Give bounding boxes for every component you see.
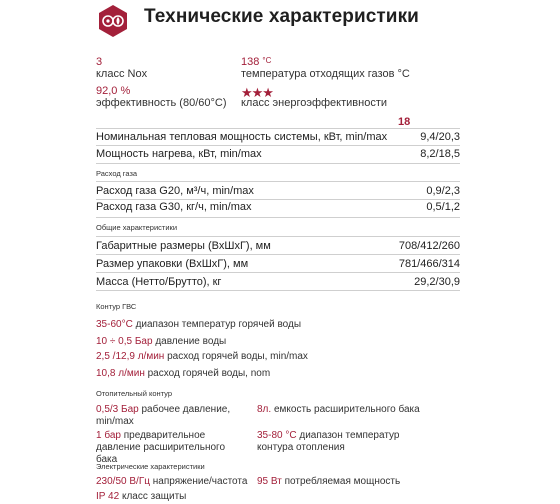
dhw-item-label: диапазон температур горячей воды [132, 319, 302, 330]
spec-label: Расход газа G20, м³/ч, min/max [96, 185, 254, 197]
flue-temp-value [241, 56, 271, 68]
flame-gear-hexagon-icon [96, 4, 130, 38]
spec-value: 29,2/30,9 [414, 276, 460, 288]
dhw-item-label: расход горячей воды, min/max [164, 351, 308, 362]
section-title-heating: Отопительный контур [96, 389, 173, 398]
dhw-item-label: давление воды [152, 336, 227, 347]
divider [96, 254, 460, 255]
spec-row-weight [96, 276, 460, 288]
electrical-item-value: IP 42 [96, 491, 120, 502]
divider [96, 181, 460, 182]
heating-item-label: диапазон температур контура отопления [257, 430, 400, 453]
divider [96, 163, 460, 164]
section-title-gas: Расход газа [96, 169, 138, 178]
dhw-item-value: 35-60°C [96, 319, 133, 330]
dhw-item-value: 2,5 /12,9 л/мин [96, 351, 165, 362]
spec-label: Расход газа G30, кг/ч, min/max [96, 201, 252, 213]
electrical-item-value: 95 Вт [257, 476, 282, 487]
electrical-item-value: 230/50 В/Гц [96, 476, 150, 487]
nox-value: 3 [96, 56, 103, 68]
divider [96, 272, 460, 273]
spec-row-dimensions [96, 240, 460, 252]
spec-value: 8,2/18,5 [420, 148, 460, 160]
dhw-item-value: 10 ÷ 0,5 Бар [96, 336, 153, 347]
divider [96, 199, 460, 200]
model-column-header: 18 [398, 116, 411, 128]
electrical-item-label: потребляемая мощность [281, 476, 401, 487]
electrical-item-label: класс защиты [119, 491, 187, 502]
heating-item-value: 0,5/3 Бар [96, 404, 139, 415]
dhw-item-flow-nom [96, 368, 270, 380]
electrical-item-label: напряжение/частота [149, 476, 248, 487]
heating-item-temp-range [257, 430, 432, 454]
dhw-item-flow-minmax [96, 351, 308, 363]
electrical-item-voltage [96, 476, 247, 488]
heating-item-pressure [96, 404, 246, 428]
heating-item-label: емкость расширительного бака [271, 404, 420, 415]
divider [96, 128, 460, 129]
nox-label: класс Nox [96, 68, 148, 80]
spec-value: 0,9/2,3 [426, 185, 460, 197]
energy-class-stars: ★★★ [241, 85, 273, 100]
heating-item-value: 1 бар [96, 430, 121, 441]
spec-row-heating-power [96, 148, 460, 160]
heating-item-tank-capacity [257, 404, 467, 416]
flue-temp-label: температура отходящих газов °C [241, 68, 410, 80]
flue-temp-unit: °C [262, 56, 272, 65]
divider [96, 217, 460, 218]
spec-value: 708/412/260 [398, 240, 460, 252]
heating-item-value: 35-80 °C [257, 430, 297, 441]
page-title: Технические характеристики [144, 6, 419, 27]
heating-item-label: предварительное давление расширительного бака [96, 430, 226, 465]
section-title-general: Общие характеристики [96, 223, 178, 232]
spec-row-gas-g20 [96, 185, 460, 197]
energy-class-label: класс энергоэффективности [241, 97, 388, 109]
spec-label: Масса (Нетто/Брутто), кг [96, 276, 222, 288]
dhw-item-pressure [96, 336, 226, 348]
section-title-electrical: Электрические характеристики [96, 462, 205, 471]
spec-value: 781/466/314 [398, 258, 460, 270]
electrical-item-ip-class [96, 491, 186, 503]
dhw-item-value: 10,8 л/мин [96, 368, 145, 379]
heating-item-label: рабочее давление, min/max [96, 404, 231, 427]
spec-row-nominal-power [96, 131, 460, 143]
divider [96, 236, 460, 237]
electrical-item-power [257, 476, 400, 488]
dhw-item-label: расход горячей воды, nom [144, 368, 271, 379]
flue-temp-number: 138 [241, 56, 260, 68]
spec-label: Габаритные размеры (ВхШхГ), мм [96, 240, 271, 252]
spec-value: 0,5/1,2 [426, 201, 460, 213]
spec-label: Размер упаковки (ВхШхГ), мм [96, 258, 249, 270]
efficiency-label: эффективность (80/60°C) [96, 97, 227, 109]
spec-label: Номинальная тепловая мощность системы, кВт, min/max [96, 131, 388, 143]
divider [96, 290, 460, 291]
spec-value: 9,4/20,3 [420, 131, 460, 143]
spec-label: Мощность нагрева, кВт, min/max [96, 148, 262, 160]
divider [96, 145, 460, 146]
spec-row-gas-g30 [96, 201, 460, 213]
spec-row-package-size [96, 258, 460, 270]
heating-item-tank-precharge [96, 430, 246, 466]
efficiency-value: 92,0 % [96, 85, 131, 97]
dhw-item-temp-range [96, 319, 301, 331]
heating-item-value: 8л. [257, 404, 272, 415]
section-title-dhw: Контур ГВС [96, 302, 137, 311]
